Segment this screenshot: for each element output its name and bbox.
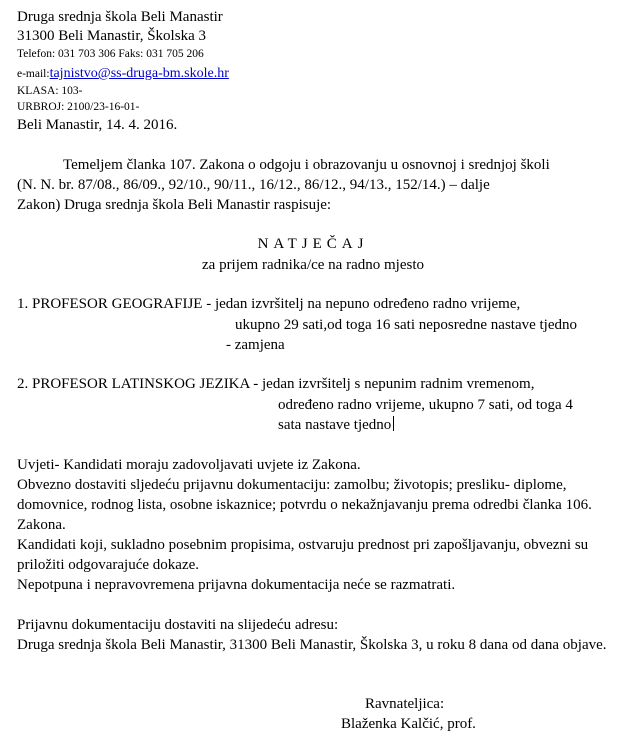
conditions-line-4: Zakona. [17,517,66,533]
notice-subtitle: za prijem radnika/ce na radno mjesto [202,257,424,273]
position-1-line-3: - zamjena [226,337,285,353]
school-address: 31300 Beli Manastir, Školska 3 [17,28,206,44]
position-2-line-1: 2. PROFESOR LATINSKOG JEZIKA - jedan izvršitelj s nepunim radnim vremenom, [17,376,535,392]
email-label: e-mail: [17,68,50,80]
conditions-line-2: Obvezno dostaviti sljedeću prijavnu dokumentaciju: zamolbu; životopis; presliku- diplome, [17,477,567,493]
klasa: KLASA: 103- [17,85,83,97]
position-1-line-1: 1. PROFESOR GEOGRAFIJE - jedan izvršitelj na nepuno određeno radno vrijeme, [17,296,521,312]
position-1-line-2: ukupno 29 sati,od toga 16 sati neposredne nastave tjedno [235,317,578,333]
intro-line-3: Zakon) Druga srednja škola Beli Manastir raspisuje: [17,197,332,213]
text-cursor [393,416,394,431]
conditions-line-6: priložiti odgovarajuće dokaze. [17,557,200,573]
position-2-line-3: sata nastave tjedno [278,417,392,433]
conditions-line-3: domovnice, rodnog lista, osobne iskaznice; potvrdu o nekažnjavanju prema odredbi članka 106. [17,497,592,513]
conditions-line-1: Uvjeti- Kandidati moraju zadovoljavati uvjete iz Zakona. [17,457,361,473]
place-date: Beli Manastir, 14. 4. 2016. [17,117,178,133]
intro-line-1: Temeljem članka 107. Zakona o odgoju i obrazovanju u osnovnoj i srednjoj školi [63,157,550,173]
email-line [17,67,229,81]
position-2-line-2: određeno radno vrijeme, ukupno 7 sati, od toga 4 [278,397,573,413]
signature-name: Blaženka Kalčić, prof. [341,716,476,732]
intro-line-2: (N. N. br. 87/08., 86/09., 92/10., 90/11., 16/12., 86/12., 94/13., 152/14.) – dalje [17,177,490,193]
urbroj: URBROJ: 2100/23-16-01- [17,101,140,113]
conditions-line-5: Kandidati koji, sukladno posebnim propisima, ostvaruju prednost pri zapošljavanju, obvezni su [17,537,589,553]
phone-fax: Telefon: 031 703 306 Faks: 031 705 206 [17,48,204,60]
submission-line-2: Druga srednja škola Beli Manastir, 31300 Beli Manastir, Školska 3, u roku 8 dana od dana objave. [17,637,607,653]
conditions-line-7: Nepotpuna i nepravovremena prijavna dokumentacija neće se razmatrati. [17,577,456,593]
signature-role: Ravnateljica: [365,696,445,712]
position-2-line-3-wrap [278,416,394,434]
notice-title: NATJEČAJ [257,236,369,252]
email-link[interactable]: tajnistvo@ss-druga-bm.skole.hr [49,66,229,81]
school-name: Druga srednja škola Beli Manastir [17,9,223,25]
submission-line-1: Prijavnu dokumentaciju dostaviti na slijedeću adresu: [17,617,339,633]
